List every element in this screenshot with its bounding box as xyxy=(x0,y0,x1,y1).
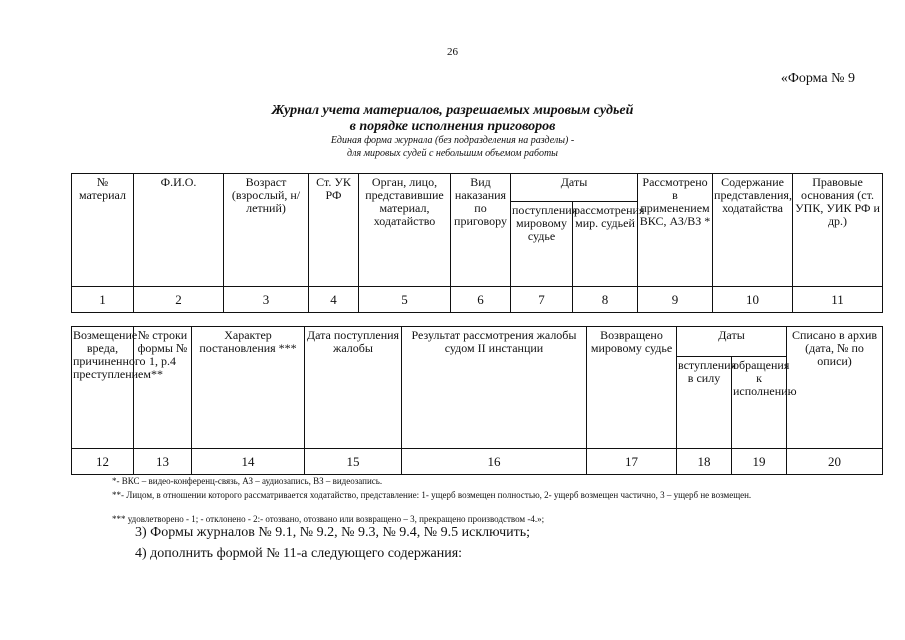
header-ruling-type: Характер постановления *** xyxy=(192,327,305,449)
journal-subtitle: Единая форма журнала (без подразделения на разделы) - xyxy=(330,135,575,146)
body-item-4: 4) дополнить формой № 11-а следующего содержания: xyxy=(135,546,463,561)
journal-table-part1 xyxy=(71,173,883,313)
column-number: 13 xyxy=(134,449,192,475)
column-number: 9 xyxy=(638,287,713,313)
column-number: 14 xyxy=(192,449,305,475)
header-dates: Даты xyxy=(511,174,638,202)
header-effective-date: вступления в силу xyxy=(677,357,732,449)
column-number: 12 xyxy=(72,449,134,475)
column-number: 16 xyxy=(402,449,587,475)
footnote-ruling: *** удовлетворено - 1; - отклонено - 2:- отозвано, отозвано или возвращено – 3, прекращено производством -4.»; xyxy=(112,514,545,524)
header-material-number: № материал xyxy=(72,174,134,287)
header-returned: Возвращено мировому судье xyxy=(587,327,677,449)
column-number: 18 xyxy=(677,449,732,475)
footnote-vks: *- ВКС – видео-конференц-связь, АЗ – аудиозапись, ВЗ – видеозапись. xyxy=(112,476,383,486)
header-damage-compensation: Возмещение вреда, причиненного преступлением** xyxy=(72,327,134,449)
column-number: 19 xyxy=(732,449,787,475)
column-number: 7 xyxy=(511,287,573,313)
column-number: 3 xyxy=(224,287,309,313)
column-number: 20 xyxy=(787,449,883,475)
header-vks-review: Рассмотрено в применением ВКС, АЗ/ВЗ * xyxy=(638,174,713,287)
header-archived: Списано в архив (дата, № по описи) xyxy=(787,327,883,449)
header-receipt-date: поступления мировому судье xyxy=(511,202,573,287)
column-number: 15 xyxy=(305,449,402,475)
column-number: 2 xyxy=(134,287,224,313)
body-item-3: 3) Формы журналов № 9.1, № 9.2, № 9.3, № 9.4, № 9.5 исключить; xyxy=(135,525,531,540)
header-dates: Даты xyxy=(677,327,787,357)
column-number: 6 xyxy=(451,287,511,313)
header-legal-grounds: Правовые основания (ст. УПК, УИК РФ и др.) xyxy=(793,174,883,287)
journal-subtitle-line2: для мировых судей с небольшим объемом работы xyxy=(347,148,558,159)
column-number: 1 xyxy=(72,287,134,313)
column-number: 8 xyxy=(573,287,638,313)
header-appeal-result: Результат рассмотрения жалобы судом II инстанции xyxy=(402,327,587,449)
header-submitting-body: Орган, лицо, представившие материал, ходатайство xyxy=(359,174,451,287)
header-row-reference: № строки формы № 1, р.4 xyxy=(134,327,192,449)
header-age: Возраст (взрослый, н/летний) xyxy=(224,174,309,287)
header-fio: Ф.И.О. xyxy=(134,174,224,287)
journal-title: Журнал учета материалов, разрешаемых мировым судьей xyxy=(271,103,634,118)
form-label: «Форма № 9 xyxy=(780,71,855,86)
footnote-damage: **- Лицом, в отношении которого рассматривается ходатайство, представление: 1- ущерб возмещен полностью, 2- ущерб возмещен частично, 3 – ущерб не возмещен. xyxy=(112,490,752,500)
header-punishment-type: Вид наказания по приговору xyxy=(451,174,511,287)
column-number: 10 xyxy=(713,287,793,313)
column-number: 11 xyxy=(793,287,883,313)
header-petition-content: Содержание представления, ходатайства xyxy=(713,174,793,287)
column-number: 17 xyxy=(587,449,677,475)
header-criminal-code-article: Ст. УК РФ xyxy=(309,174,359,287)
column-number: 5 xyxy=(359,287,451,313)
journal-table-part2 xyxy=(71,326,883,475)
header-execution-date: обращения к исполнению xyxy=(732,357,787,449)
header-review-date: рассмотрения мир. судьей xyxy=(573,202,638,287)
header-appeal-date: Дата поступления жалобы xyxy=(305,327,402,449)
column-number: 4 xyxy=(309,287,359,313)
journal-title-line2: в порядке исполнения приговоров xyxy=(349,119,556,134)
page-number: 26 xyxy=(447,46,458,58)
